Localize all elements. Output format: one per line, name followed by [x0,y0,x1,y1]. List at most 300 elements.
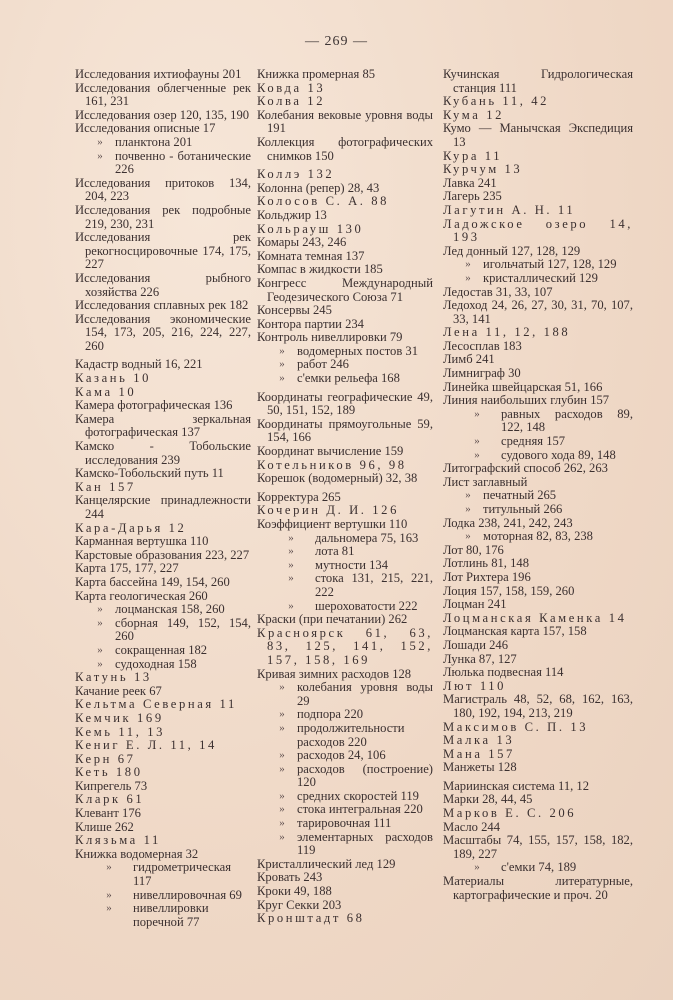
index-entry [443,571,633,585]
index-subentry [257,345,433,359]
index-entry [443,821,633,835]
index-subentry [257,532,433,546]
index-subentry [257,708,433,722]
index-entry [257,250,433,264]
entry-text: Кура 11 [443,148,503,163]
index-entry [257,136,433,163]
entry-text: Лунка 87, 127 [443,651,517,666]
index-entry [257,68,433,82]
index-entry [443,780,633,794]
index-entry [257,459,433,473]
index-entry [257,491,433,505]
index-entry [443,68,633,95]
subentry-text: сокращенная 182 [115,642,208,657]
index-subentry [75,644,251,658]
index-entry [443,693,633,720]
entry-text: Исследования рыбного хозяйства 226 [75,270,251,299]
index-entry [75,177,251,204]
index-subentry [257,803,433,817]
index-entry [443,109,633,123]
entry-text: Курчум 13 [443,162,523,177]
index-entry [443,381,633,395]
ditto-mark: » [106,888,112,901]
subentry-text: гидрометрическая 117 [133,860,232,889]
entry-text: Клише 262 [75,819,134,834]
entry-text: Комната темная 137 [257,248,365,263]
entry-text: Ладожское озеро 14, 193 [443,216,633,245]
subentry-text: нивеллировки поречной 77 [133,901,209,929]
index-subentry [443,503,633,517]
entry-text: Компас в жидкости 185 [257,262,383,277]
index-entry [443,875,633,902]
entry-text: Кроки 49, 188 [257,884,332,899]
entry-text: Книжка промерная 85 [257,67,376,81]
entry-text: Книжка водомерная 32 [75,846,199,861]
entry-text: Кронштадт 68 [257,911,365,926]
entry-text: Лавка 241 [443,175,497,190]
entry-text: Клязьма 11 [75,833,161,848]
entry-text: Лед донный 127, 128, 129 [443,243,581,258]
index-subentry [257,749,433,763]
entry-text: Корректура 265 [257,489,341,504]
index-subentry [75,861,251,888]
ditto-mark: » [106,902,112,915]
index-subentry [443,861,633,875]
index-entry [257,391,433,418]
ditto-mark: » [279,749,285,762]
entry-text: Марков Е. С. 206 [443,806,577,821]
index-entry [257,82,433,96]
entry-text: Коллекция фотографических снимков 150 [257,134,433,163]
entry-text: Кадастр водный 16, 221 [75,357,203,372]
index-entry [257,418,433,445]
index-entry [75,399,251,413]
entry-text: Люлька подвесная 114 [443,665,564,680]
entry-text: Исследования сплавных рек 182 [75,298,249,313]
index-subentry [443,408,633,435]
entry-text: Кипрегель 73 [75,778,148,793]
subentry-text: судового хода 89, 148 [501,447,616,462]
index-entry [443,204,633,218]
subentry-text: стока интегральная 220 [297,802,423,817]
entry-text: Исследования озер 120, 135, 190 [75,107,250,122]
index-entry [443,353,633,367]
index-column-3 [443,68,633,929]
index-subentry [75,617,251,644]
entry-text: Котельников 96, 98 [257,457,407,472]
index-entry [75,313,251,354]
entry-text: Лена 11, 12, 188 [443,325,571,340]
entry-text: Кениг Е. Л. 11, 14 [75,738,217,753]
entry-text: Линейка швейцарская 51, 166 [443,379,603,394]
entry-text: Карта 175, 177, 227 [75,561,179,576]
entry-text: Комары 243, 246 [257,235,347,250]
index-entry [443,326,633,340]
entry-text: Лоция 157, 158, 159, 260 [443,583,575,598]
index-entry [75,753,251,767]
ditto-mark: » [465,258,471,271]
index-entry [257,331,433,345]
index-entry [257,871,433,885]
index-subentry [443,489,633,503]
entry-text: Лоцманская карта 157, 158 [443,624,587,639]
index-subentry [443,530,633,544]
entry-text: Ледостав 31, 33, 107 [443,284,553,299]
index-entry [257,472,433,486]
index-entry [75,590,251,604]
index-entry [257,885,433,899]
entry-text: Кума 12 [443,107,504,122]
index-entry [443,793,633,807]
index-entry [75,821,251,835]
subentry-text: нивеллировочная 69 [133,887,242,902]
index-entry [257,304,433,318]
index-entry [443,177,633,191]
ditto-mark: » [279,358,285,371]
index-subentry [443,449,633,463]
ditto-mark: » [279,708,285,721]
subentry-text: работ 246 [297,357,349,372]
entry-text: Исследования экономические 154, 173, 205, 216, 224, 227, 260 [75,311,251,353]
entry-text: Исследования описные 17 [75,121,216,136]
entry-text: Кольрауш 130 [257,221,364,236]
entry-text: Кельтма Северная 11 [75,697,237,712]
index-entry [443,680,633,694]
index-entry [257,912,433,926]
entry-text: Кан 157 [75,479,136,494]
entry-text: Кучинская Гидрологическая станция 111 [443,67,633,95]
index-entry [257,518,433,532]
ditto-mark: » [288,531,294,544]
subentry-text: печатный 265 [483,488,557,503]
entry-text: Карта геологическая 260 [75,588,208,603]
index-entry [75,494,251,521]
index-entry [257,445,433,459]
entry-text: Камера фотографическая 136 [75,398,233,413]
index-entry [443,761,633,775]
index-subentry [257,817,433,831]
index-entry [75,739,251,753]
entry-text: Исследования рек рекогносцировочные 174, 175, 227 [75,230,251,272]
subentry-text: лоцманская 158, 260 [115,602,225,617]
subentry-text: с'емки 74, 189 [501,860,577,875]
subentry-text: почвенно - ботанические 226 [115,148,251,177]
entry-text: Координаты прямоугольные 59, 154, 166 [257,416,433,445]
index-entry [75,807,251,821]
index-entry [257,613,433,627]
index-subentry [75,902,251,929]
index-subentry [75,150,251,177]
index-entry [257,318,433,332]
entry-text: Масло 244 [443,819,500,834]
index-entry [75,848,251,862]
ditto-mark: » [97,657,103,670]
entry-text: Камера зеркальная фотографическая 137 [75,411,251,440]
subentry-text: стока 131, 215, 221, 222 [315,571,433,599]
index-entry [75,204,251,231]
ditto-mark: » [279,789,285,802]
index-entry [443,721,633,735]
entry-text: Кемчик 169 [75,710,164,725]
entry-text: Исследования притоков 134, 204, 223 [75,175,251,204]
subentry-text: средних скоростей 119 [297,788,419,803]
entry-text: Керн 67 [75,751,136,766]
ditto-mark: » [465,489,471,502]
index-entry [443,367,633,381]
index-subentry [257,559,433,573]
entry-text: Кочерин Д. И. 126 [257,503,399,518]
index-entry [443,245,633,259]
entry-text: Кемь 11, 13 [75,724,165,739]
subentry-text: кристаллический 129 [483,270,598,285]
subentry-text: дальномера 75, 163 [315,530,419,545]
index-subentry [443,435,633,449]
subentry-text: продолжительности расходов 220 [297,720,405,749]
ditto-mark: » [279,344,285,357]
entry-text: Консервы 245 [257,303,332,318]
ditto-mark: » [279,681,285,694]
entry-text: Коллэ 132 [257,167,335,182]
index-entry [443,557,633,571]
index-subentry [257,790,433,804]
entry-text: Лотлинь 81, 148 [443,556,529,571]
index-entry [257,236,433,250]
index-entry [75,272,251,299]
index-columns [75,68,635,929]
subentry-text: судоходная 158 [115,656,197,671]
subentry-text: лота 81 [315,544,355,559]
page-number: — 269 — [305,34,368,49]
index-entry [75,834,251,848]
entry-text: Линия наибольших глубин 157 [443,393,610,408]
index-entry [75,386,251,400]
index-entry [257,899,433,913]
index-entry [443,150,633,164]
entry-text: Лот Рихтера 196 [443,569,531,584]
index-subentry [257,831,433,858]
entry-text: Кеть 180 [75,765,143,780]
index-subentry [257,600,433,614]
index-entry [443,95,633,109]
index-entry [257,627,433,668]
entry-text: Коэффициент вертушки 110 [257,517,408,531]
ditto-mark: » [474,448,480,461]
index-entry [257,858,433,872]
ditto-mark: » [97,135,103,148]
ditto-mark: » [279,803,285,816]
index-entry [75,698,251,712]
entry-text: Лодка 238, 241, 242, 243 [443,515,573,530]
index-subentry [257,681,433,708]
index-subentry [75,136,251,150]
index-entry [75,576,251,590]
subentry-text: тарировочная 111 [297,816,392,831]
index-entry [75,413,251,440]
subentry-text: мутности 134 [315,557,388,572]
subentry-text: с'емки рельефа 168 [297,371,400,386]
ditto-mark: » [279,372,285,385]
ditto-mark: » [97,643,103,656]
index-entry [75,358,251,372]
index-entry [257,195,433,209]
index-entry [257,95,433,109]
entry-text: Масштабы 74, 155, 157, 158, 182, 189, 227 [443,833,633,861]
ditto-mark: » [279,762,285,775]
entry-text: Ледоход 24, 26, 27, 30, 31, 70, 107, 33, 141 [443,298,633,326]
entry-text: Конгресс Международный Геодезического Союза 71 [257,275,433,304]
entry-text: Кларк 61 [75,792,145,807]
entry-text: Лоцман 241 [443,597,507,612]
ditto-mark: » [97,603,103,616]
index-column-2 [257,68,433,929]
index-entry [75,109,251,123]
index-subentry [257,545,433,559]
index-entry [257,109,433,136]
index-entry [443,807,633,821]
index-entry [443,340,633,354]
entry-text: Карта бассейна 149, 154, 260 [75,574,230,589]
index-entry [443,462,633,476]
entry-text: Кристаллический лед 129 [257,856,396,871]
index-entry [257,182,433,196]
ditto-mark: » [474,407,480,420]
subentry-text: шероховатости 222 [315,598,418,613]
subentry-text: моторная 82, 83, 238 [483,529,593,544]
index-entry [75,440,251,467]
ditto-mark: » [474,861,480,874]
subentry-text: расходов (построение) 120 [297,761,433,790]
ditto-mark: » [288,545,294,558]
entry-text: Колва 12 [257,94,326,109]
index-subentry [257,763,433,790]
index-subentry [75,658,251,672]
index-entry [75,766,251,780]
entry-text: Малка 13 [443,733,515,748]
entry-text: Литографский способ 262, 263 [443,461,608,476]
subentry-text: титульный 266 [483,502,563,516]
index-column-1 [75,68,251,929]
index-entry [75,780,251,794]
index-entry [75,481,251,495]
entry-text: Контора партии 234 [257,316,364,331]
entry-text: Корешок (водомерный) 32, 38 [257,471,418,486]
index-entry [257,277,433,304]
subentry-text: колебания уровня воды 29 [297,680,433,708]
index-entry [75,372,251,386]
entry-text: Координат вычисление 159 [257,444,404,459]
entry-text: Мана 157 [443,746,515,761]
entry-text: Карманная вертушка 110 [75,534,209,549]
index-subentry [257,572,433,599]
index-entry [443,653,633,667]
index-entry [443,834,633,861]
entry-text: Лагутин А. Н. 11 [443,202,576,217]
ditto-mark: » [288,572,294,585]
subentry-text: равных расходов 89, 122, 148 [501,406,633,435]
index-entry [75,685,251,699]
index-entry [75,467,251,481]
ditto-mark: » [288,558,294,571]
ditto-mark: » [279,721,285,734]
subentry-text: планктона 201 [115,134,193,149]
index-entry [443,122,633,149]
entry-text: Кумо — Манычская Экспедиция 13 [443,121,633,149]
entry-text: Кривая зимних расходов 128 [257,666,412,681]
index-subentry [257,722,433,749]
entry-text: Лист заглавный [443,474,528,489]
subentry-text: расходов 24, 106 [297,748,386,763]
ditto-mark: » [97,149,103,162]
entry-text: Лоцманская Каменка 14 [443,610,627,625]
entry-text: Лот 80, 176 [443,542,504,557]
entry-text: Камско - Тобольские исследования 239 [75,439,251,467]
index-entry [443,394,633,408]
subentry-text: игольчатый 127, 128, 129 [483,257,617,272]
entry-text: Магистраль 48, 52, 68, 162, 163, 180, 192, 194, 213, 219 [443,692,633,720]
index-entry [75,535,251,549]
index-entry [75,231,251,272]
entry-text: Кама 10 [75,384,137,399]
entry-text: Исследования облегченные рек 161, 231 [75,80,251,109]
index-entry [443,598,633,612]
entry-text: Исследования рек подробные 219, 230, 231 [75,202,251,231]
subentry-text: сборная 149, 152, 154, 260 [115,615,251,644]
index-entry [257,223,433,237]
index-entry [443,625,633,639]
entry-text: Манжеты 128 [443,760,517,775]
ditto-mark: » [474,435,480,448]
index-entry [443,517,633,531]
entry-text: Координаты географические 49, 50, 151, 152, 189 [257,389,433,418]
entry-text: Колонна (репер) 28, 43 [257,180,380,195]
index-entry [443,748,633,762]
index-entry [443,734,633,748]
entry-text: Казань 10 [75,371,152,386]
index-entry [75,68,251,82]
ditto-mark: » [288,599,294,612]
index-entry [443,190,633,204]
index-entry [443,163,633,177]
index-entry [443,218,633,245]
ditto-mark: » [465,503,471,515]
entry-text: Исследования ихтиофауны 201 [75,67,242,81]
index-entry [75,82,251,109]
entry-text: Краски (при печатании) 262 [257,612,408,627]
subentry-text: подпора 220 [297,707,364,722]
entry-text: Лесосплав 183 [443,338,522,353]
index-entry [443,544,633,558]
entry-text: Круг Секки 203 [257,897,342,912]
index-entry [75,549,251,563]
entry-text: Мариинская система 11, 12 [443,778,590,793]
entry-text: Кубань 11, 42 [443,94,550,109]
index-subentry [443,272,633,286]
entry-text: Кровать 243 [257,870,323,885]
index-entry [75,299,251,313]
ditto-mark: » [465,271,471,284]
index-entry [443,666,633,680]
entry-text: Лют 110 [443,678,507,693]
subentry-text: водомерных постов 31 [297,343,419,358]
entry-text: Канцелярские принадлежности 244 [75,493,251,521]
index-subentry [257,372,433,386]
index-entry [443,585,633,599]
entry-text: Кара-Дарья 12 [75,520,187,535]
index-subentry [443,258,633,272]
index-entry [257,209,433,223]
entry-text: Карстовые образования 223, 227 [75,547,250,562]
entry-text: Катунь 13 [75,670,152,685]
